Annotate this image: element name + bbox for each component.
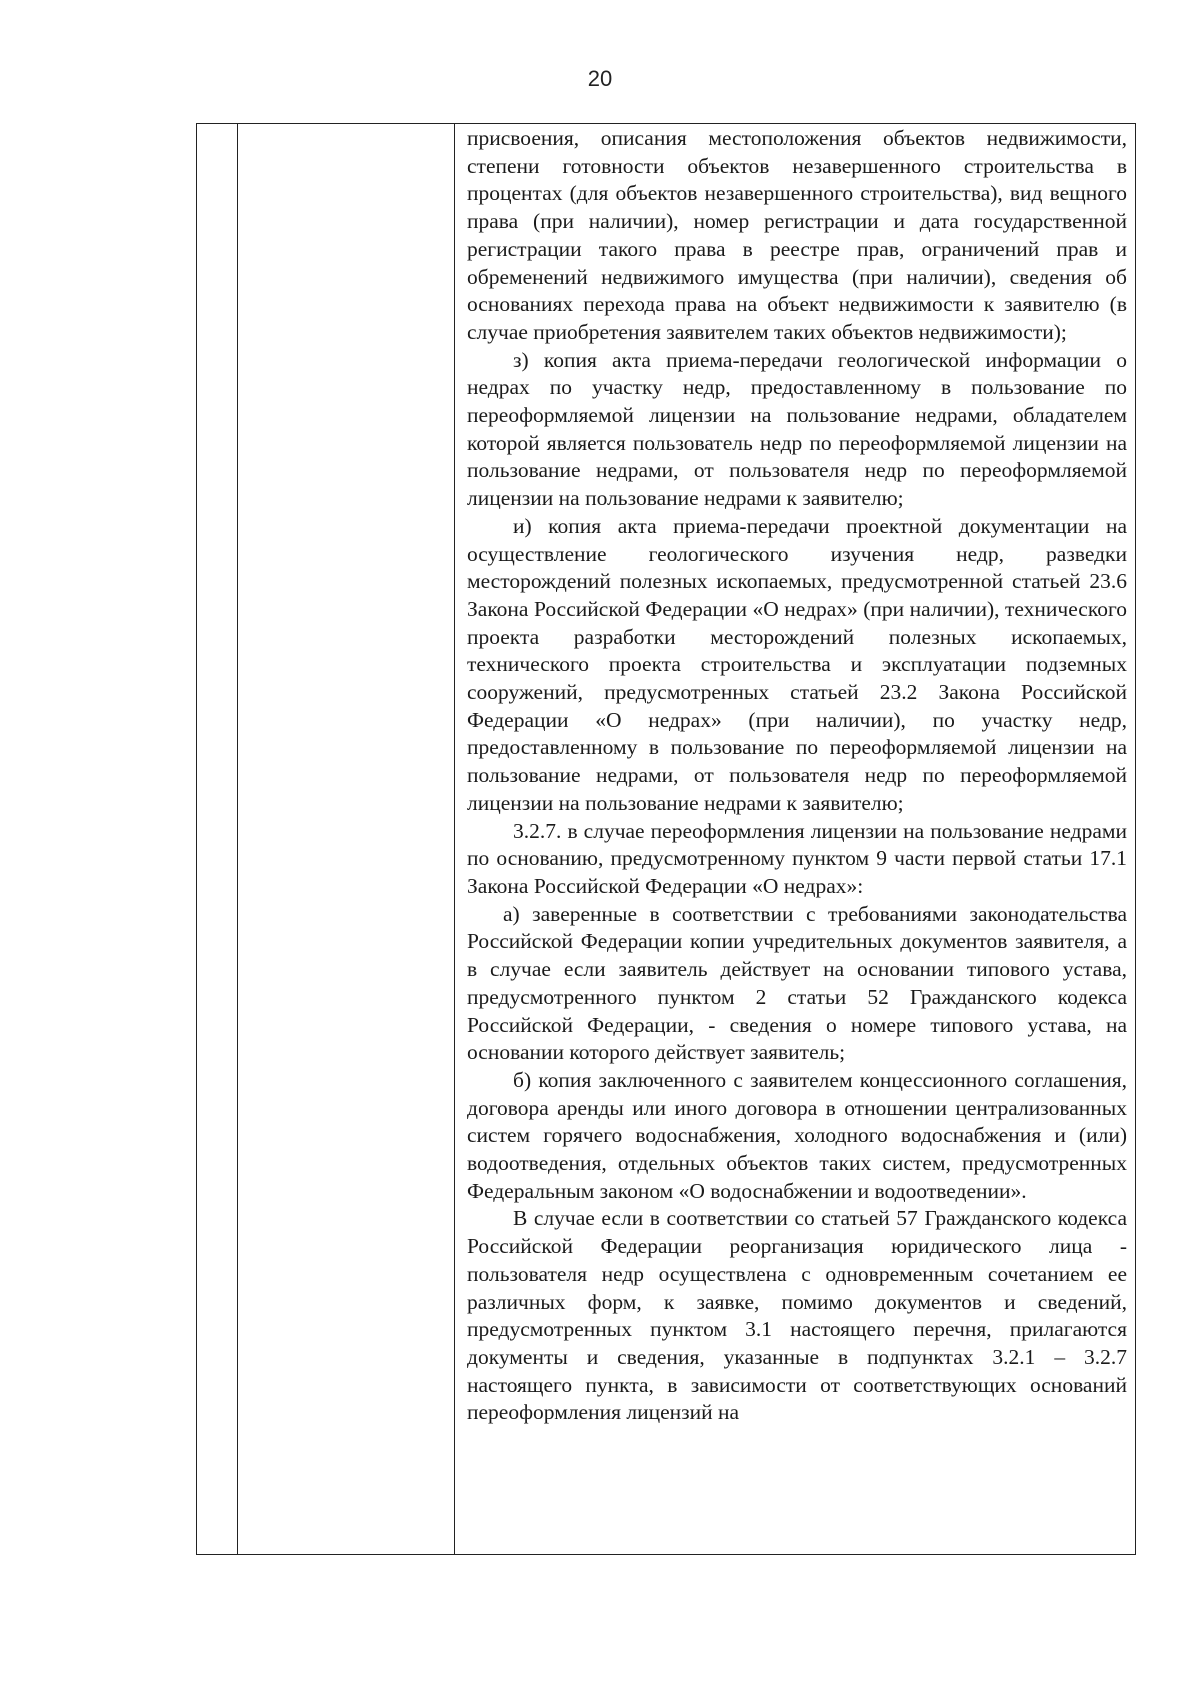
paragraph-item-a: а) заверенные в соответствии с требованиями законодательства Российской Федерации копии учредительных документов заявителя, а в случае если заявитель действует на основании типового устава, предусмотренного пунктом 2 статьи 52 Гражданского кодекса Российской Федерации, - сведения о номере типового устава, на основании которого действует заявитель; [467,901,1127,1065]
paragraph-reorganization: В случае если в соответствии со статьей 57 Гражданского кодекса Российской Федерации реорганизация юридического лица - пользователя недр осуществлена с одновременным сочетанием ее различных форм, к заявке, помимо документов и сведений, предусмотренных пунктом 3.1 настоящего перечня, прилагаются документы и сведения, указанные в подпунктах 3.2.1 – 3.2.7 настоящего пункта, в зависимости от соответствующих оснований переоформления лицензий на [467,1206,1127,1425]
paragraph-item-i: и) копия акта приема-передачи проектной документации на осуществление геологического изучения недр, разведки месторождений полезных ископаемых, предусмотренной статьей 23.6 Закона Российской Федерации «О недрах» (при наличии), технического проекта разработки месторождений полезных ископаемых, технического проекта строительства и эксплуатации подземных сооружений, предусмотренных статьей 23.2 Закона Российской Федерации «О недрах» (при наличии), по участку недр, предоставленному в пользование по переоформляемой лицензии на пользование недрами, от пользователя недр по переоформляемой лицензии на пользование недрами к заявителю; [467,513,1127,815]
table-column-divider [454,124,455,1554]
paragraph: присвоения, описания местоположения объектов недвижимости, степени готовности объектов незавершенного строительства в процентах (для объектов незавершенного строительства), вид вещного права (при наличии), номер регистрации и дата государственной регистрации такого права в реестре прав, ограничений прав и обременений недвижимого имущества (при наличии), сведения об основаниях перехода права на объект недвижимости к заявителю (в случае приобретения заявителем таких объектов недвижимости); [467,126,1127,344]
document-table [196,123,1136,1555]
page-number: 20 [587,66,613,91]
table-text-cell [467,125,1127,1553]
paragraph-item-b: б) копия заключенного с заявителем концессионного соглашения, договора аренды или иного договора в отношении централизованных систем горячего водоснабжения, холодного водоснабжения и (или) водоотведения, отдельных объектов таких систем, предусмотренных Федеральным законом «О водоснабжении и водоотведении». [467,1067,1127,1203]
paragraph-item-z: з) копия акта приема-передачи геологической информации о недрах по участку недр, предоставленному в пользование по переоформляемой лицензии на пользование недрами, обладателем которой является пользователь недр по переоформляемой лицензии на пользование недрами, от пользователя недр по переоформляемой лицензии на пользование недрами к заявителю; [467,347,1127,511]
paragraph-3-2-7: 3.2.7. в случае переоформления лицензии на пользование недрами по основанию, предусмотренному пунктом 9 части первой статьи 17.1 Закона Российской Федерации «О недрах»: [467,818,1127,898]
table-column-divider [237,124,238,1554]
